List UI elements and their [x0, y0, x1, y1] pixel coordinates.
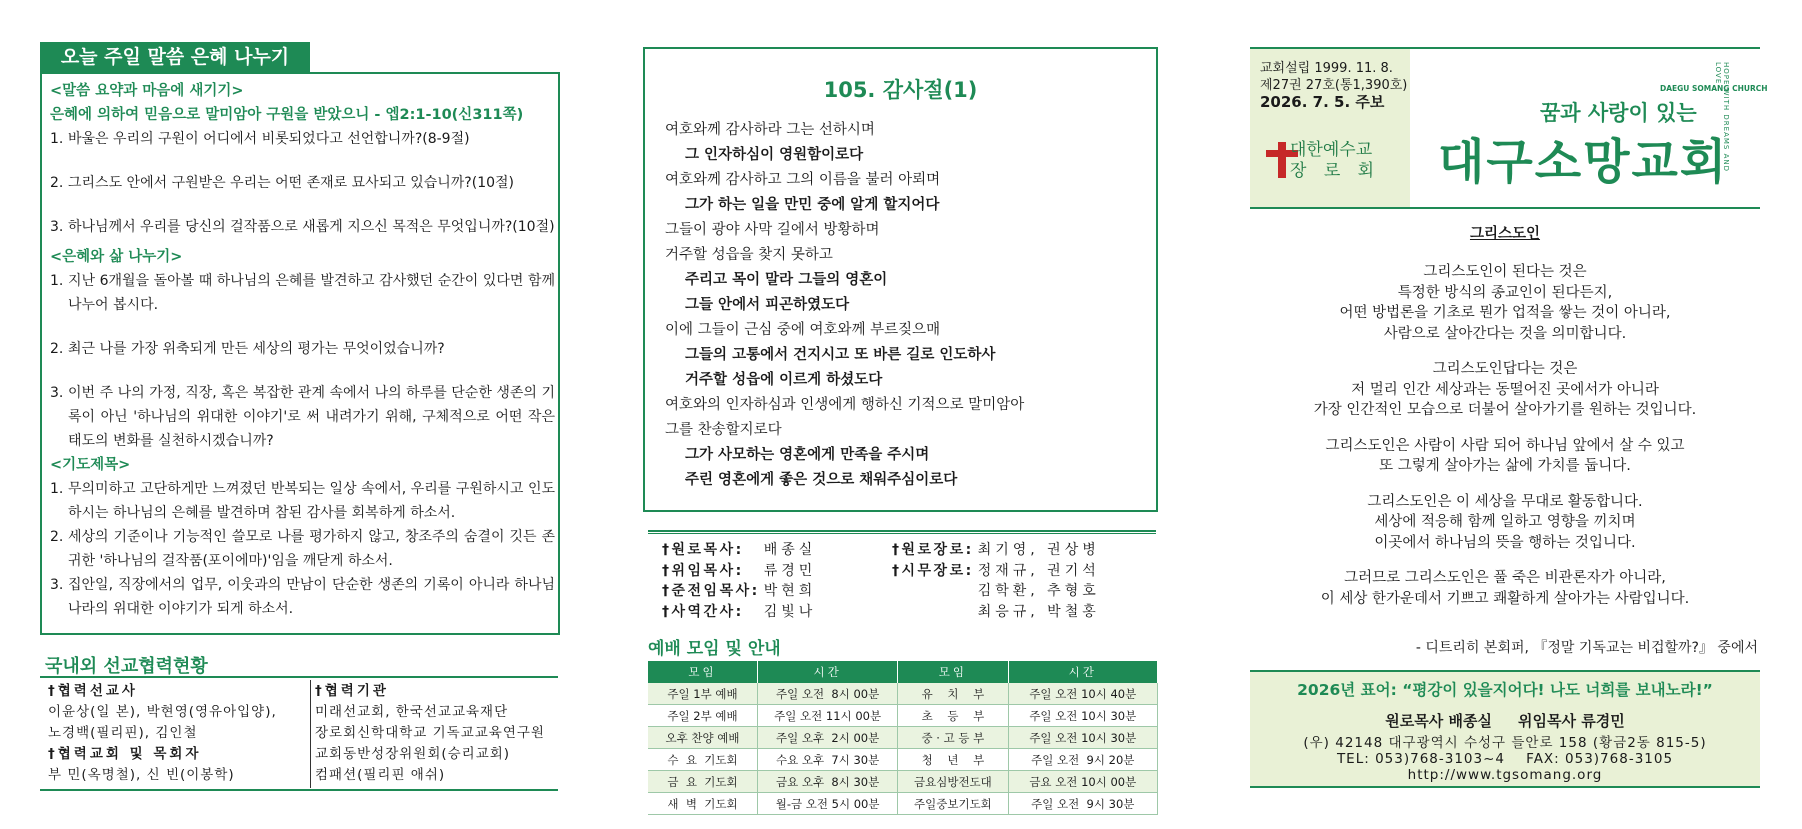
- response-line: 그들 안에서 피곤하였도다: [685, 297, 850, 313]
- table-row: [648, 793, 1158, 815]
- address-line: (우) 42148 대구광역시 수성구 들안로 158 (황금2동 815-5): [1303, 735, 1707, 751]
- worship-header: 시간: [758, 661, 898, 683]
- staff-name: 류경민: [763, 562, 817, 579]
- mission-bottom-rule: [40, 789, 558, 791]
- response-line: 거주할 성읍에 이르게 하셨도다: [685, 372, 883, 388]
- website-link[interactable]: http://www.tgsomang.org: [1407, 767, 1603, 783]
- item-number: 2.: [50, 175, 64, 191]
- founded-date: 교회설립 1999. 11. 8.: [1260, 61, 1393, 76]
- table-cell: 주일 오전 9시 30분: [1008, 793, 1157, 815]
- item-number: 1.: [50, 131, 64, 147]
- worship-header: 모임: [648, 661, 758, 683]
- mission-right-column: [315, 681, 560, 786]
- life-list: [50, 269, 555, 453]
- list-item: [50, 269, 555, 317]
- list-item: [50, 381, 555, 453]
- poem-stanza: [1250, 359, 1760, 421]
- staff-role: †준전임목사:: [662, 583, 760, 599]
- denomination-line: 대한예수교: [1290, 140, 1373, 160]
- table-cell: 주일 오전 10시 40분: [1008, 683, 1157, 705]
- staff-name: 박현희: [763, 583, 817, 599]
- church-english-name: DAEGU SOMANG CHURCH: [1660, 84, 1768, 93]
- phone-line: TEL: 053)768-3103~4 FAX: 053)768-3105: [1336, 751, 1674, 767]
- churches-heading: †협력교회 및 목회자: [48, 746, 202, 762]
- item-text: 최근 나를 가장 위축되게 만든 세상의 평가는 무엇이었습니까?: [68, 341, 445, 357]
- summary-main: 은혜에 의하여 믿음으로 말미암아 구원을 받았으니 - 엡2:1-10(신311쪽): [50, 107, 524, 123]
- table-cell: 주일 오전 10시 30분: [1008, 727, 1157, 749]
- table-row: [648, 705, 1158, 727]
- summary-heading: <말씀 요약과 마음에 새기기>: [50, 83, 244, 99]
- response-line: 그들의 고통에서 건지시고 또 바른 길로 인도하사: [685, 347, 996, 363]
- leader-line: 이에 그들이 근심 중에 여호와께 부르짖으매: [665, 322, 941, 338]
- item-text: 집안일, 직장에서의 업무, 이웃과의 만남이 단순한 생존의 기록이 아니라 하나님 나라의 위대한 이야기가 되게 하소서.: [68, 577, 555, 617]
- poem-line: 그리스도인은 이 세상을 무대로 활동합니다.: [1367, 493, 1643, 510]
- volume-number: 제27권 27호(통1,390호): [1260, 78, 1408, 93]
- item-text: 무의미하고 고단하게만 느껴졌던 반복되는 일상 속에서, 우리를 구원하시고 인도하시는 하나님의 은혜를 발견하며 참된 감사를 회복하게 하소서.: [68, 481, 555, 521]
- response-line: 주린 영혼에게 좋은 것으로 채워주심이로다: [685, 472, 958, 488]
- responsive-reading-lines: [665, 118, 1145, 493]
- church-slogan: 꿈과 사랑이 있는: [1540, 101, 1697, 125]
- poem-stanza: [1250, 568, 1760, 609]
- pastors-line: 원로목사 배종실 위임목사 류경민: [1385, 712, 1625, 730]
- table-cell: 오후 찬양 예배: [648, 727, 758, 749]
- summary-list: [50, 127, 555, 239]
- table-cell: 월-금 오전 5시 00분: [758, 793, 898, 815]
- poem-line: 어떤 방법론을 기초로 뭔가 업적을 쌓는 것이 아니라,: [1339, 305, 1671, 321]
- staff-name: 김빛나: [763, 603, 817, 620]
- response-line: 주리고 목이 말라 그들의 영혼이: [685, 272, 888, 288]
- staff-role: [890, 581, 976, 602]
- org-line: 미래선교회, 한국선교교육재단: [315, 704, 509, 720]
- missionaries-heading: †협력선교사: [48, 683, 138, 699]
- table-cell: 주일 2부 예배: [648, 705, 758, 727]
- staff-role: †원로장로:: [892, 542, 974, 558]
- staff-rule: [648, 530, 1156, 532]
- poem-line: 그리스도인은 사람이 사람 되어 하나님 앞에서 살 수 있고: [1325, 437, 1685, 454]
- denomination: [1290, 140, 1380, 182]
- leader-line: 거주할 성읍을 찾지 못하고: [665, 247, 833, 263]
- denomination-line: 장 로 회: [1290, 161, 1381, 181]
- table-row: [648, 749, 1158, 771]
- item-number: 1.: [50, 273, 64, 289]
- list-item: [50, 215, 555, 239]
- worship-table: [648, 661, 1158, 815]
- missionary-line: 이윤상(일 본), 박현영(영유아입양),: [48, 704, 277, 720]
- table-cell: 초 등 부: [898, 705, 1008, 727]
- staff-name: 배종실: [763, 542, 817, 558]
- church-address: [1250, 735, 1760, 783]
- item-number: 3.: [50, 385, 64, 401]
- org-line: 장로회신학대학교 기독교교육연구원: [315, 725, 545, 741]
- staff-role: †원로목사:: [662, 542, 744, 558]
- item-number: 3.: [50, 219, 64, 235]
- staff-rule: [648, 533, 1156, 534]
- table-row: [648, 771, 1158, 793]
- mission-top-rule: [40, 676, 558, 678]
- poem-line: 또 그렇게 살아가는 삶에 가치를 둡니다.: [1379, 458, 1631, 474]
- leader-line: 그들이 광야 사막 길에서 방황하며: [665, 222, 880, 238]
- org-line: 교회동반성장위원회(승리교회): [315, 746, 511, 762]
- table-cell: 주일 1부 예배: [648, 683, 758, 705]
- poem-line: 이곳에서 하나님의 뜻을 행하는 것입니다.: [1374, 534, 1636, 551]
- prayer-list: [50, 477, 555, 621]
- item-text: 바울은 우리의 구원이 어디에서 비롯되었다고 선언합니까?(8-9절): [68, 131, 470, 147]
- item-number: 2.: [50, 341, 64, 357]
- table-cell: 청 년 부: [898, 749, 1008, 771]
- org-line: 컴패션(필리핀 애쉬): [315, 767, 446, 783]
- masthead-bottom-rule: [1250, 207, 1760, 209]
- staff-name: 김학환, 추형호: [977, 583, 1100, 599]
- item-text: 하나님께서 우리를 당신의 걸작품으로 새롭게 지으신 목적은 무엇입니까?(10절): [68, 219, 555, 235]
- response-line: 그 인자하심이 영원함이로다: [685, 147, 864, 163]
- poem-stanza: [1250, 436, 1760, 477]
- poem-line: 그리스도인이 된다는 것은: [1423, 264, 1587, 280]
- list-item: [50, 171, 555, 195]
- response-line: 그가 하는 일을 만민 중에 알게 할지어다: [685, 197, 940, 213]
- poem-line: 그리스도인답다는 것은: [1432, 361, 1578, 377]
- staff-name: 정재규, 권기석: [977, 562, 1100, 579]
- poem-line: 저 멀리 인간 세상과는 동떨어진 곳에서가 아니라: [1351, 381, 1659, 398]
- poem-title: 그리스도인: [1469, 226, 1541, 242]
- staff-left-table: [660, 540, 818, 622]
- poem-stanza: [1250, 262, 1760, 344]
- poem-line: 이 세상 한가운데서 기쁘고 쾌활하게 살아가는 사람입니다.: [1320, 590, 1690, 607]
- poem-body: [1250, 262, 1760, 624]
- table-cell: 주일 오전 11시 00분: [758, 705, 898, 727]
- poem-line: 사람으로 살아간다는 것을 의미합니다.: [1383, 325, 1627, 342]
- list-item: [50, 477, 555, 525]
- leader-line: 그를 찬송할지로다: [665, 422, 782, 438]
- table-cell: 유 치 부: [898, 683, 1008, 705]
- mission-divider: [310, 680, 311, 788]
- table-cell: 주일 오전 10시 30분: [1008, 705, 1157, 727]
- table-cell: 주일 오후 2시 00분: [758, 727, 898, 749]
- vertical-tagline: HOPE WITH DREAMS AND LOVE: [1714, 62, 1730, 172]
- list-item: [50, 337, 555, 361]
- year-motto: 2026년 표어: “평강이 있을지어다! 나도 너희를 보내노라!”: [1297, 681, 1713, 699]
- list-item: [50, 127, 555, 151]
- staff-role: †위임목사:: [662, 562, 744, 579]
- staff-name: 최기영, 권상병: [977, 542, 1100, 558]
- sermon-share-content: [50, 79, 555, 621]
- table-cell: 금요 오전 10시 00분: [1008, 771, 1157, 793]
- staff-name: 최응규, 박철홍: [977, 603, 1100, 620]
- item-number: 3.: [50, 577, 64, 593]
- worship-header: 모임: [898, 661, 1008, 683]
- worship-header: 시간: [1008, 661, 1157, 683]
- mission-left-column: [48, 681, 310, 786]
- staff-role: [890, 602, 976, 623]
- poem-source: - 디트리히 본회퍼, 『정말 기독교는 비겁할까?』 중에서: [1415, 640, 1758, 656]
- church-line: 부 민(옥명철), 신 빈(이봉학): [48, 767, 235, 783]
- poem-line: 세상에 적응해 함께 일하고 영향을 끼치며: [1374, 514, 1636, 530]
- worship-title: 예배 모임 및 안내: [648, 639, 781, 659]
- staff-right-table: [890, 540, 1102, 622]
- poem-line: 그러므로 그리스도인은 풀 죽은 비관론자가 아니라,: [1344, 570, 1666, 586]
- response-line: 그가 사모하는 영혼에게 만족을 주시며: [685, 447, 930, 463]
- responsive-reading-title: 105. 감사절(1): [823, 78, 978, 102]
- staff-role: †시무장로:: [892, 562, 974, 579]
- table-cell: 주일중보기도회: [898, 793, 1008, 815]
- item-text: 이번 주 나의 가정, 직장, 혹은 복잡한 관계 속에서 나의 하루를 단순한 생존의 기록이 아닌 '하나님의 위대한 이야기'로 써 내려가기 위해, 구체적으로 어떤 작은 태도의 변화를 실천하시겠습니까?: [68, 385, 555, 449]
- missionary-line: 노경백(필리핀), 김인철: [48, 725, 198, 741]
- church-name: 대구소망교회: [1438, 134, 1729, 190]
- poem-stanza: [1250, 492, 1760, 554]
- table-cell: 새 벽 기도회: [648, 793, 758, 815]
- mission-title: 국내외 선교협력현황: [45, 656, 208, 677]
- item-text: 세상의 기준이나 기능적인 쓸모로 나를 평가하지 않고, 창조주의 숨결이 깃든 존귀한 '하나님의 걸작품(포이에마)'임을 깨닫게 하소서.: [68, 529, 555, 569]
- prayer-heading: <기도제목>: [50, 457, 131, 473]
- item-number: 1.: [50, 481, 64, 497]
- table-cell: 중 · 고 등 부: [898, 727, 1008, 749]
- life-heading: <은혜와 삶 나누기>: [50, 249, 183, 265]
- poem-line: 특정한 방식의 종교인이 된다든지,: [1397, 284, 1613, 301]
- leader-line: 여호와께 감사하고 그의 이름을 불러 아뢰며: [665, 172, 941, 188]
- sermon-share-title: 오늘 주일 말씀 은혜 나누기: [40, 42, 310, 72]
- table-row: [648, 727, 1158, 749]
- item-number: 2.: [50, 529, 64, 545]
- item-text: 그리스도 안에서 구원받은 우리는 어떤 존재로 묘사되고 있습니까?(10절): [68, 175, 514, 191]
- table-cell: 금 요 기도회: [648, 771, 758, 793]
- table-row: [648, 683, 1158, 705]
- poem-line: 가장 인간적인 모습으로 더불어 살아가기를 원하는 것입니다.: [1313, 402, 1697, 418]
- table-cell: 주일 오전 9시 20분: [1008, 749, 1157, 771]
- bulletin-date: 2026. 7. 5. 주보: [1260, 93, 1385, 111]
- list-item: [50, 573, 555, 621]
- staff-role: †사역간사:: [662, 603, 744, 620]
- table-cell: 금요 오후 8시 30분: [758, 771, 898, 793]
- table-cell: 금요심방전도대: [898, 771, 1008, 793]
- table-cell: 수요 오후 7시 30분: [758, 749, 898, 771]
- list-item: [50, 525, 555, 573]
- item-text: 지난 6개월을 돌아볼 때 하나님의 은혜를 발견하고 감사했던 순간이 있다면 함께 나누어 봅시다.: [68, 273, 555, 313]
- table-cell: 주일 오전 8시 00분: [758, 683, 898, 705]
- leader-line: 여호와께 감사하라 그는 선하시며: [665, 122, 875, 138]
- masthead-info: [1260, 60, 1407, 111]
- table-cell: 수 요 기도회: [648, 749, 758, 771]
- orgs-heading: †협력기관: [315, 683, 389, 699]
- leader-line: 여호와의 인자하심과 인생에게 행하신 기적으로 말미암아: [665, 397, 1025, 413]
- cross-icon: [1278, 142, 1286, 178]
